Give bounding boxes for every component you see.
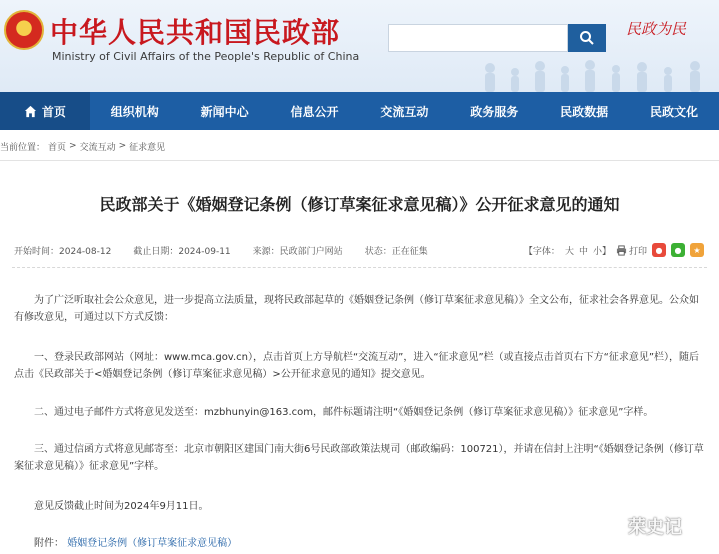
start-time <box>14 244 111 257</box>
status-label: 状态： <box>364 246 392 257</box>
font-large-button[interactable]: 大 <box>564 246 574 257</box>
status <box>365 244 428 257</box>
print-button[interactable] <box>616 244 647 257</box>
people-silhouette-banner <box>470 60 719 92</box>
paragraph-deadline: 意见反馈截止时间为2024年9月11日。 <box>34 501 209 512</box>
end-date-value: 2024-09-11 <box>178 246 231 257</box>
print-icon <box>616 245 627 256</box>
site-title[interactable]: 中华人民共和国民政部 <box>50 16 341 49</box>
search-button[interactable] <box>568 24 606 52</box>
weibo-share-icon[interactable]: ● <box>652 243 666 257</box>
nav-item-news[interactable]: 新闻中心 <box>200 104 249 119</box>
article-meta <box>14 241 704 259</box>
home-icon <box>24 105 37 118</box>
source <box>253 244 343 257</box>
source-label: 来源： <box>252 246 280 257</box>
breadcrumb-separator: > <box>118 141 127 151</box>
start-time-value: 2024-08-12 <box>59 246 112 257</box>
search-input[interactable] <box>388 24 568 52</box>
print-label: 打印 <box>628 246 647 257</box>
status-value: 正在征集 <box>391 246 428 257</box>
font-size-label: 【字体： <box>523 246 560 257</box>
paragraph-intro: 为了广泛听取社会公众意见，进一步提高立法质量，现将民政部起草的《婚姻登记条例（修订草案征求意见稿）》全文公布，征求社会各界意见。公众如有修改意见，可通过以下方式反馈： <box>14 295 699 323</box>
breadcrumb-prefix: 当前位置： <box>0 142 46 153</box>
breadcrumb-item-consultation[interactable]: 征求意见 <box>129 142 166 153</box>
wechat-share-icon[interactable]: ● <box>671 243 685 257</box>
start-time-label: 开始时间： <box>14 246 60 257</box>
breadcrumb-item-home[interactable]: 首页 <box>48 142 67 153</box>
nav-item-home[interactable] <box>0 92 90 130</box>
paragraph-method-website: 一、登录民政部网站（网址：www.mca.gov.cn），点击首页上方导航栏“交流互动”，进入“征求意见”栏（或直接点击首页右下方“征求意见”栏），随后点击《民政部关于<婚姻登记条例（修订草案征求意见稿）>公开征求意见的通知》提交意见。 <box>14 352 700 380</box>
nav-item-organization[interactable]: 组织机构 <box>110 104 159 119</box>
source-value: 民政部门户网站 <box>279 246 343 257</box>
search-icon <box>579 30 595 46</box>
breadcrumb <box>0 139 165 153</box>
nav-item-interaction[interactable]: 交流互动 <box>380 104 429 119</box>
font-medium-button[interactable]: 中 <box>578 246 588 257</box>
breadcrumb-item-interaction[interactable]: 交流互动 <box>79 142 116 153</box>
end-date <box>133 244 230 257</box>
breadcrumb-separator: > <box>69 141 77 151</box>
nav-item-data[interactable]: 民政数据 <box>560 104 609 119</box>
star-icon: ★ <box>18 19 31 35</box>
meta-divider <box>12 267 707 268</box>
nav-item-info-public[interactable]: 信息公开 <box>290 104 339 119</box>
paragraph-method-mail: 三、通过信函方式将意见邮寄至：北京市朝阳区建国门南大街6号民政部政策法规司（邮政编码：100721），并请在信封上注明“《婚姻登记条例（修订草案征求意见稿）》征求意见”字样。 <box>14 444 704 472</box>
site-subtitle: Ministry of Civil Affairs of the People's Republic of China <box>52 50 360 63</box>
qzone-share-icon[interactable]: ★ <box>690 243 704 257</box>
watermark: 荣史记 <box>628 517 682 538</box>
national-emblem-icon[interactable] <box>4 10 44 50</box>
nav-item-services[interactable]: 政务服务 <box>470 104 519 119</box>
end-date-label: 截止日期： <box>133 246 179 257</box>
site-header <box>0 0 719 92</box>
paragraph-method-email: 二、通过电子邮件方式将意见发送至：mzbhunyin@163.com，邮件标题请注明“《婚姻登记条例（修订草案征求意见稿）》征求意见”字样。 <box>34 407 654 418</box>
attachment-link[interactable]: 婚姻登记条例（修订草案征求意见稿） <box>67 538 238 549</box>
font-small-button[interactable]: 小】 <box>592 246 611 257</box>
article-title: 民政部关于《婚姻登记条例（修订草案征求意见稿）》公开征求意见的通知 <box>99 195 620 214</box>
attachment-label: 附件： <box>34 538 64 549</box>
attachment-row <box>34 534 237 549</box>
nav-item-label: 首页 <box>41 104 66 119</box>
calligraphy-slogan: 民政为民 <box>626 20 687 38</box>
article-tools <box>524 243 704 257</box>
nav-item-culture[interactable]: 民政文化 <box>650 104 699 119</box>
main-nav <box>0 92 719 130</box>
